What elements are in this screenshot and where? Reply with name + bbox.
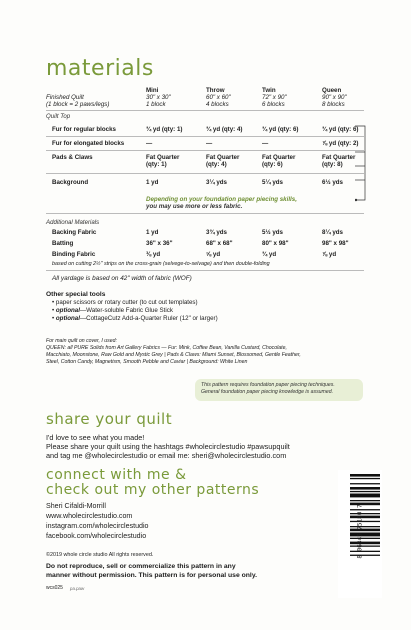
col-queen-name: Queen — [322, 87, 342, 94]
fpp-note-box — [195, 379, 363, 401]
barcode-bar — [350, 516, 380, 519]
barcode-bar — [350, 474, 380, 477]
yardage-note: All yardage is based on 42" width of fabric (WOF) — [52, 275, 192, 282]
share-line-3: and tag me @wholecirclestudio or email me: sheri@wholecirclestudio.com — [46, 451, 287, 460]
row-cell: 98" x 98" — [322, 240, 349, 247]
contact-line[interactable]: www.wholecirclestudio.com — [46, 512, 133, 520]
share-line-1: I'd love to see what you made! — [46, 433, 145, 442]
row-label: Fur for regular blocks — [52, 126, 116, 133]
row-label: Binding Fabric — [52, 251, 96, 258]
row-cell: ⅜ yd — [146, 251, 161, 258]
skills-note-2: you may use more or less fabric. — [146, 203, 243, 210]
col-queen-blocks: 8 blocks — [322, 101, 345, 108]
col-twin-blocks: 6 blocks — [262, 101, 285, 108]
quilt-top-label: Quilt Top — [46, 113, 71, 120]
cover-line: Macchiato, Moonstone, Raw Gold and Mystic Grey | Pads & Claws: Miami Sunset, Blossomed, Gentle Feather, — [46, 352, 301, 358]
barcode-bar — [350, 491, 380, 492]
row-cell: — — [206, 140, 213, 147]
row-cell: 80" x 98" — [262, 240, 289, 247]
barcode-bar — [350, 487, 380, 490]
barcode-bar — [350, 503, 380, 506]
legal-line-2: manner without permission. This pattern is for personal use only. — [46, 572, 257, 579]
row-cell: — — [146, 140, 153, 147]
row-cell: ⅝ yd — [206, 251, 221, 258]
note-line: General foundation paper piecing knowledge is assumed. — [201, 389, 334, 395]
pattern-code: wcs025 — [46, 585, 63, 591]
row-cell: ⅞ yd — [322, 251, 337, 258]
barcode-bar — [350, 513, 380, 514]
barcode-bar — [350, 538, 380, 539]
barcode-bar — [350, 483, 380, 484]
legal-line-1: Do not reproduce, sell or commercialize this pattern in any — [46, 563, 236, 570]
row-cell: Fat Quarter (qty: 8) — [322, 154, 356, 169]
row-cell: ⅞ yd (qty: 2) — [322, 140, 359, 147]
col-throw-blocks: 4 blocks — [206, 101, 229, 108]
finished-quilt-label: Finished Quilt — [46, 94, 84, 101]
pattern-code-2: pa.paw — [70, 586, 85, 591]
contact-line: Sheri Cifaldi-Morrill — [46, 502, 106, 510]
col-mini-blocks: 1 block — [146, 101, 166, 108]
block-note: (1 block = 2 paws/legs) — [46, 101, 110, 108]
connect-title-1: connect with me & — [46, 467, 187, 483]
materials-title: materials — [46, 56, 154, 81]
row-cell: 36" x 36" — [146, 240, 173, 247]
tool-text: paper scissors or rotary cutter (to cut out templates) — [55, 299, 198, 306]
col-mini-name: Mini — [146, 87, 159, 94]
row-cell: 68" x 68" — [206, 240, 233, 247]
col-throw-name: Throw — [206, 87, 225, 94]
contact-line[interactable]: facebook.com/wholecirclestudio — [46, 532, 147, 540]
row-cell: Fat Quarter (qty: 6) — [262, 154, 296, 169]
barcode-bar — [350, 521, 380, 522]
row-cell: ¾ yd (qty: 4) — [206, 126, 243, 133]
list-item: • optional—CottageCutz Add-a-Quarter Ruler (12" or larger) — [52, 315, 218, 322]
cover-line: QUEEN: all PURE Solids from Art Gallery Fabrics — Fur: Mink, Coffee Bean, Vanilla Custard, Chocolate, — [46, 345, 287, 351]
barcode-bar — [350, 533, 380, 537]
tool-prefix: optional — [55, 307, 80, 314]
barcode-bar — [350, 526, 380, 527]
row-cell: 8¼ yds — [322, 229, 343, 236]
tool-text: —CottageCutz Add-a-Quarter Ruler (12" or larger) — [79, 315, 218, 322]
divider — [46, 173, 364, 174]
additional-label: Additional Materials — [46, 219, 100, 226]
col-throw-size: 60" x 60" — [206, 94, 231, 101]
copyright: ©2019 whole circle studio All rights reserved. — [46, 552, 154, 558]
row-label: Batting — [52, 240, 74, 247]
row-cell: 3¾ yds — [206, 229, 227, 236]
note-line: This pattern requires foundation paper piecing techniques. — [201, 382, 335, 388]
share-title: share your quilt — [46, 410, 173, 428]
row-cell: 6½ yds — [322, 179, 343, 186]
row-cell: 1 yd — [146, 229, 159, 236]
row-cell: — — [262, 140, 269, 147]
barcode-digits: 8 06345 75180 7 — [356, 504, 364, 559]
col-twin-size: 72" x 90" — [262, 94, 287, 101]
row-cell: ¾ yd (qty: 6) — [322, 126, 359, 133]
row-cell: Fat Quarter (qty: 1) — [146, 154, 180, 169]
barcode-bar — [350, 551, 380, 552]
skills-note-1: Depending on your foundation paper piecing skills, — [146, 196, 297, 203]
row-label: Pads & Claws — [52, 154, 93, 161]
contact-line[interactable]: instagram.com/wholecirclestudio — [46, 522, 149, 530]
cover-line: Steel, Cotton Candy, Magnetism, Smooth Pebble and Caviar | Background: White Linen — [46, 359, 248, 365]
barcode-bar — [350, 555, 380, 556]
row-cell: ¾ yd (qty: 1) — [146, 126, 183, 133]
row-label: Fur for elongated blocks — [52, 140, 125, 147]
row-label: Background — [52, 179, 89, 186]
barcode — [338, 470, 382, 598]
row-cell: Fat Quarter (qty: 4) — [206, 154, 240, 169]
tools-list — [52, 299, 218, 323]
barcode-bar — [350, 529, 380, 532]
row-cell: 3¼ yds — [206, 179, 227, 186]
share-line-2: Please share your quilt using the hashtags #wholecirclestudio #pawsupquilt — [46, 442, 290, 451]
connect-title-2: check out my other patterns — [46, 482, 260, 498]
tools-title: Other special tools — [46, 291, 106, 298]
tool-prefix: optional — [55, 315, 80, 322]
tool-text: —Water-soluble Fabric Glue Stick — [79, 307, 173, 314]
col-queen-size: 90" x 90" — [322, 94, 347, 101]
divider — [46, 270, 364, 271]
row-cell: ¾ yd (qty: 6) — [262, 126, 299, 133]
row-cell: 5½ yds — [262, 229, 283, 236]
bracket-connector-icon — [355, 124, 375, 204]
row-cell: 5¼ yds — [262, 179, 283, 186]
binding-note: based on cutting 2½" strips on the cross-grain (selvege-to-selvage) and then double-folding — [52, 261, 270, 267]
col-twin-name: Twin — [262, 87, 276, 94]
row-cell: 1 yd — [146, 179, 159, 186]
row-cell: ¾ yd — [262, 251, 277, 258]
list-item: • optional—Water-soluble Fabric Glue Stick — [52, 307, 173, 314]
divider — [46, 136, 364, 137]
divider — [46, 150, 364, 151]
list-item: • paper scissors or rotary cutter (to cut out templates) — [52, 299, 198, 306]
cover-line: For main quilt on cover, I used: — [46, 338, 117, 344]
barcode-bar — [350, 542, 380, 545]
divider — [46, 110, 364, 111]
divider — [46, 213, 364, 214]
barcode-bar — [350, 546, 380, 547]
barcode-bar — [350, 494, 380, 498]
barcode-bar — [350, 509, 380, 510]
row-label: Backing Fabric — [52, 229, 97, 236]
col-mini-size: 30" x 30" — [146, 94, 171, 101]
barcode-bar — [350, 478, 380, 479]
barcode-bar — [350, 500, 380, 501]
